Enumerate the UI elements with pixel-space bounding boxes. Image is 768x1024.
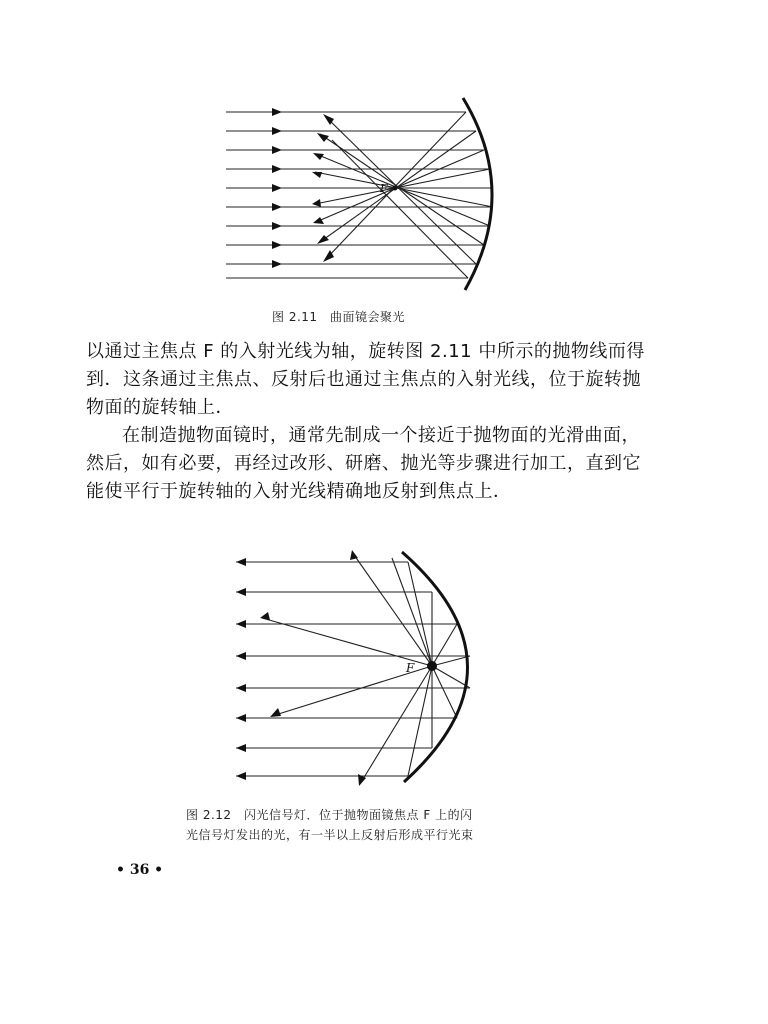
body-text [86,338,646,506]
figure-2-12-focus-label: F [406,661,415,675]
figure-2-12-caption-line-2: 光信号灯发出的光，有一半以上反射后形成平行光束 [186,828,474,842]
figure-2-12-diagram [232,548,492,788]
paragraph-1: 以通过主焦点 F 的入射光线为轴，旋转图 2.11 中所示的抛物线而得到．这条通过主焦点、反射后也通过主焦点的入射光线，位于旋转抛物面的旋转轴上． [86,341,645,418]
paragraph-2: 在制造抛物面镜时，通常先制成一个接近于抛物面的光滑曲面，然后，如有必要，再经过改形、研磨、抛光等步骤进行加工，直到它能使平行于旋转轴的入射光线精确地反射到焦点上． [86,425,641,502]
figure-2-11-caption: 图 2.11 曲面镜会聚光 [272,310,406,324]
figure-2-11-diagram [220,92,520,297]
figure-2-11-focus-label: F [380,182,388,195]
figure-2-12-caption-line-1: 图 2.12 闪光信号灯．位于抛物面镜焦点 F 上的闪 [186,808,473,822]
page-number: • 36 • [116,862,164,878]
